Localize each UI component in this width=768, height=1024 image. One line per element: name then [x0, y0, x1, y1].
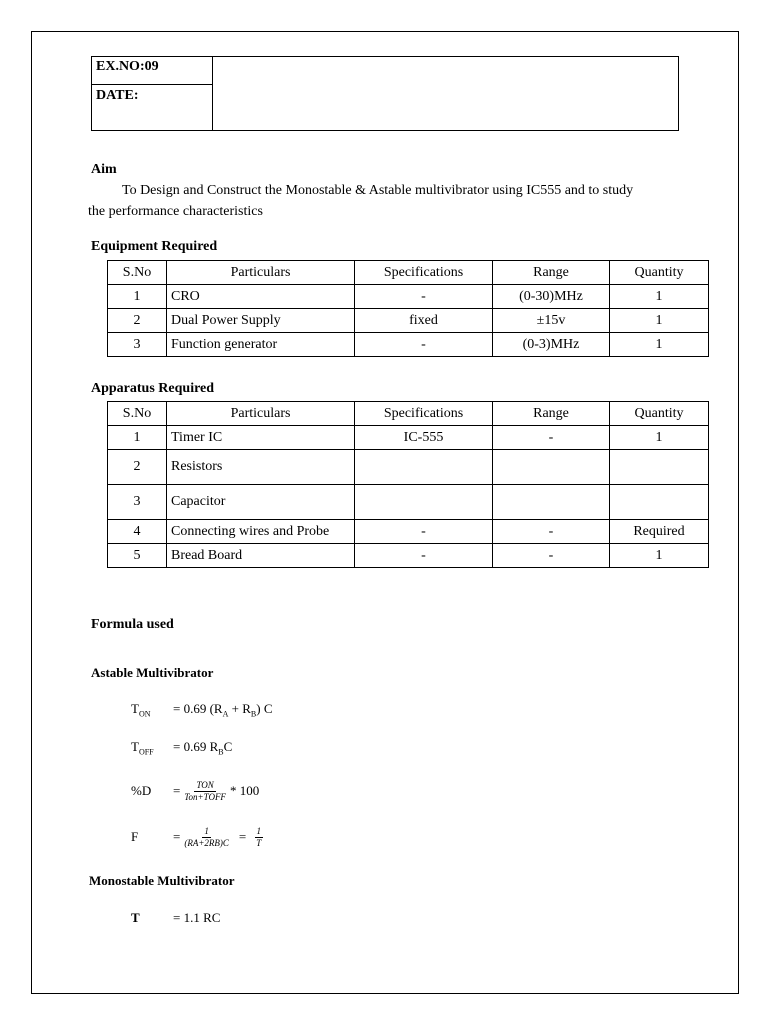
ex-no-label: EX.NO:09	[92, 57, 213, 85]
table-cell	[355, 450, 493, 485]
column-header: Particulars	[167, 402, 355, 426]
freq-symbol: F	[131, 829, 139, 844]
duty-fraction	[182, 780, 228, 803]
freq-fraction-2	[254, 826, 263, 849]
freq-eq2: =	[238, 829, 247, 844]
table-cell: -	[493, 520, 610, 544]
table-row	[108, 285, 709, 309]
ton-sub-a: A	[222, 709, 229, 719]
apparatus-heading: Apparatus Required	[91, 381, 215, 396]
header-table	[91, 56, 679, 131]
equipment-heading: Equipment Required	[91, 239, 218, 254]
freq-eq: =	[173, 829, 181, 844]
ton-formula	[131, 699, 272, 721]
ton-sub: ON	[138, 709, 151, 719]
table-cell: Connecting wires and Probe	[167, 520, 355, 544]
column-header: Range	[493, 402, 610, 426]
table-cell: -	[355, 544, 493, 568]
column-header: Quantity	[610, 261, 709, 285]
table-cell: ±15v	[493, 309, 610, 333]
equipment-table	[107, 260, 709, 357]
toff-expression	[173, 739, 232, 757]
table-cell: Bread Board	[167, 544, 355, 568]
table-cell	[493, 485, 610, 520]
toff-symbol	[131, 739, 173, 757]
table-cell	[355, 485, 493, 520]
table-cell	[610, 485, 709, 520]
title-cell	[213, 57, 679, 131]
t-symbol: T	[131, 910, 140, 925]
table-row	[108, 544, 709, 568]
column-header: S.No	[108, 402, 167, 426]
t-expression: = 1.1 RC	[173, 910, 221, 925]
ton-expr-c: ) C	[256, 701, 273, 717]
table-row	[108, 309, 709, 333]
aim-line-1: To Design and Construct the Monostable & Astable multivibrator using IC555 and to study	[122, 183, 634, 198]
table-cell: 1	[610, 333, 709, 357]
duty-numerator: TON	[196, 779, 214, 790]
table-row	[108, 485, 709, 520]
table-row	[108, 450, 709, 485]
ton-expression	[173, 701, 272, 719]
monostable-heading: Monostable Multivibrator	[89, 873, 235, 888]
table-header-row	[108, 261, 709, 285]
table-row	[108, 520, 709, 544]
toff-formula	[131, 737, 232, 759]
column-header: S.No	[108, 261, 167, 285]
ton-expr-a: = 0.69 (R	[173, 701, 223, 717]
freq-denominator-2: T	[256, 837, 262, 848]
table-cell: CRO	[167, 285, 355, 309]
date-label: DATE:	[92, 85, 213, 131]
aim-line-2: the performance characteristics	[88, 204, 263, 219]
table-cell: 2	[108, 309, 167, 333]
table-row	[108, 426, 709, 450]
table-cell: 1	[610, 285, 709, 309]
duty-formula	[131, 780, 259, 802]
table-cell: 3	[108, 333, 167, 357]
table-cell: -	[493, 426, 610, 450]
ton-expr-b: + R	[228, 701, 251, 717]
column-header: Range	[493, 261, 610, 285]
table-cell: 1	[108, 426, 167, 450]
table-cell: fixed	[355, 309, 493, 333]
astable-heading: Astable Multivibrator	[91, 665, 214, 680]
apparatus-table	[107, 401, 709, 568]
table-cell: Resistors	[167, 450, 355, 485]
ton-symbol	[131, 701, 173, 719]
column-header: Quantity	[610, 402, 709, 426]
table-cell: Function generator	[167, 333, 355, 357]
table-cell: Required	[610, 520, 709, 544]
table-cell: Capacitor	[167, 485, 355, 520]
table-row	[108, 333, 709, 357]
column-header: Particulars	[167, 261, 355, 285]
duty-tail: * 100	[229, 783, 260, 798]
table-cell: Dual Power Supply	[167, 309, 355, 333]
table-cell	[610, 450, 709, 485]
aim-text	[88, 180, 688, 222]
aim-heading: Aim	[91, 162, 117, 177]
table-header-row	[108, 402, 709, 426]
column-header: Specifications	[355, 261, 493, 285]
table-cell	[493, 450, 610, 485]
duty-denominator: Ton+TOFF	[184, 791, 226, 802]
table-cell: -	[355, 520, 493, 544]
ton-sub-b: B	[250, 709, 257, 719]
toff-sub-b: B	[218, 747, 224, 757]
table-cell: 1	[108, 285, 167, 309]
duty-eq: =	[173, 783, 181, 798]
toff-t: T	[131, 739, 139, 755]
table-cell: (0-3)MHz	[493, 333, 610, 357]
t-formula	[131, 907, 220, 929]
table-cell: 3	[108, 485, 167, 520]
toff-expr-c: C	[223, 739, 233, 755]
freq-denominator: (RA+2RB)C	[184, 837, 229, 848]
table-cell: 4	[108, 520, 167, 544]
table-cell: 5	[108, 544, 167, 568]
table-cell: Timer IC	[167, 426, 355, 450]
table-cell: -	[355, 333, 493, 357]
formula-heading: Formula used	[91, 617, 174, 632]
table-cell: 1	[610, 544, 709, 568]
table-cell: 1	[610, 426, 709, 450]
table-cell: (0-30)MHz	[493, 285, 610, 309]
freq-fraction	[182, 826, 231, 849]
table-cell: 1	[610, 309, 709, 333]
frequency-formula	[131, 826, 265, 848]
duty-symbol: %D	[131, 783, 152, 798]
toff-expr-a: = 0.69 R	[173, 739, 219, 755]
freq-numerator: 1	[204, 825, 209, 836]
table-cell: 2	[108, 450, 167, 485]
freq-numerator-2: 1	[256, 825, 261, 836]
ton-t: T	[131, 701, 139, 717]
table-cell: IC-555	[355, 426, 493, 450]
table-cell: -	[493, 544, 610, 568]
toff-sub: OFF	[138, 747, 154, 757]
column-header: Specifications	[355, 402, 493, 426]
table-cell: -	[355, 285, 493, 309]
